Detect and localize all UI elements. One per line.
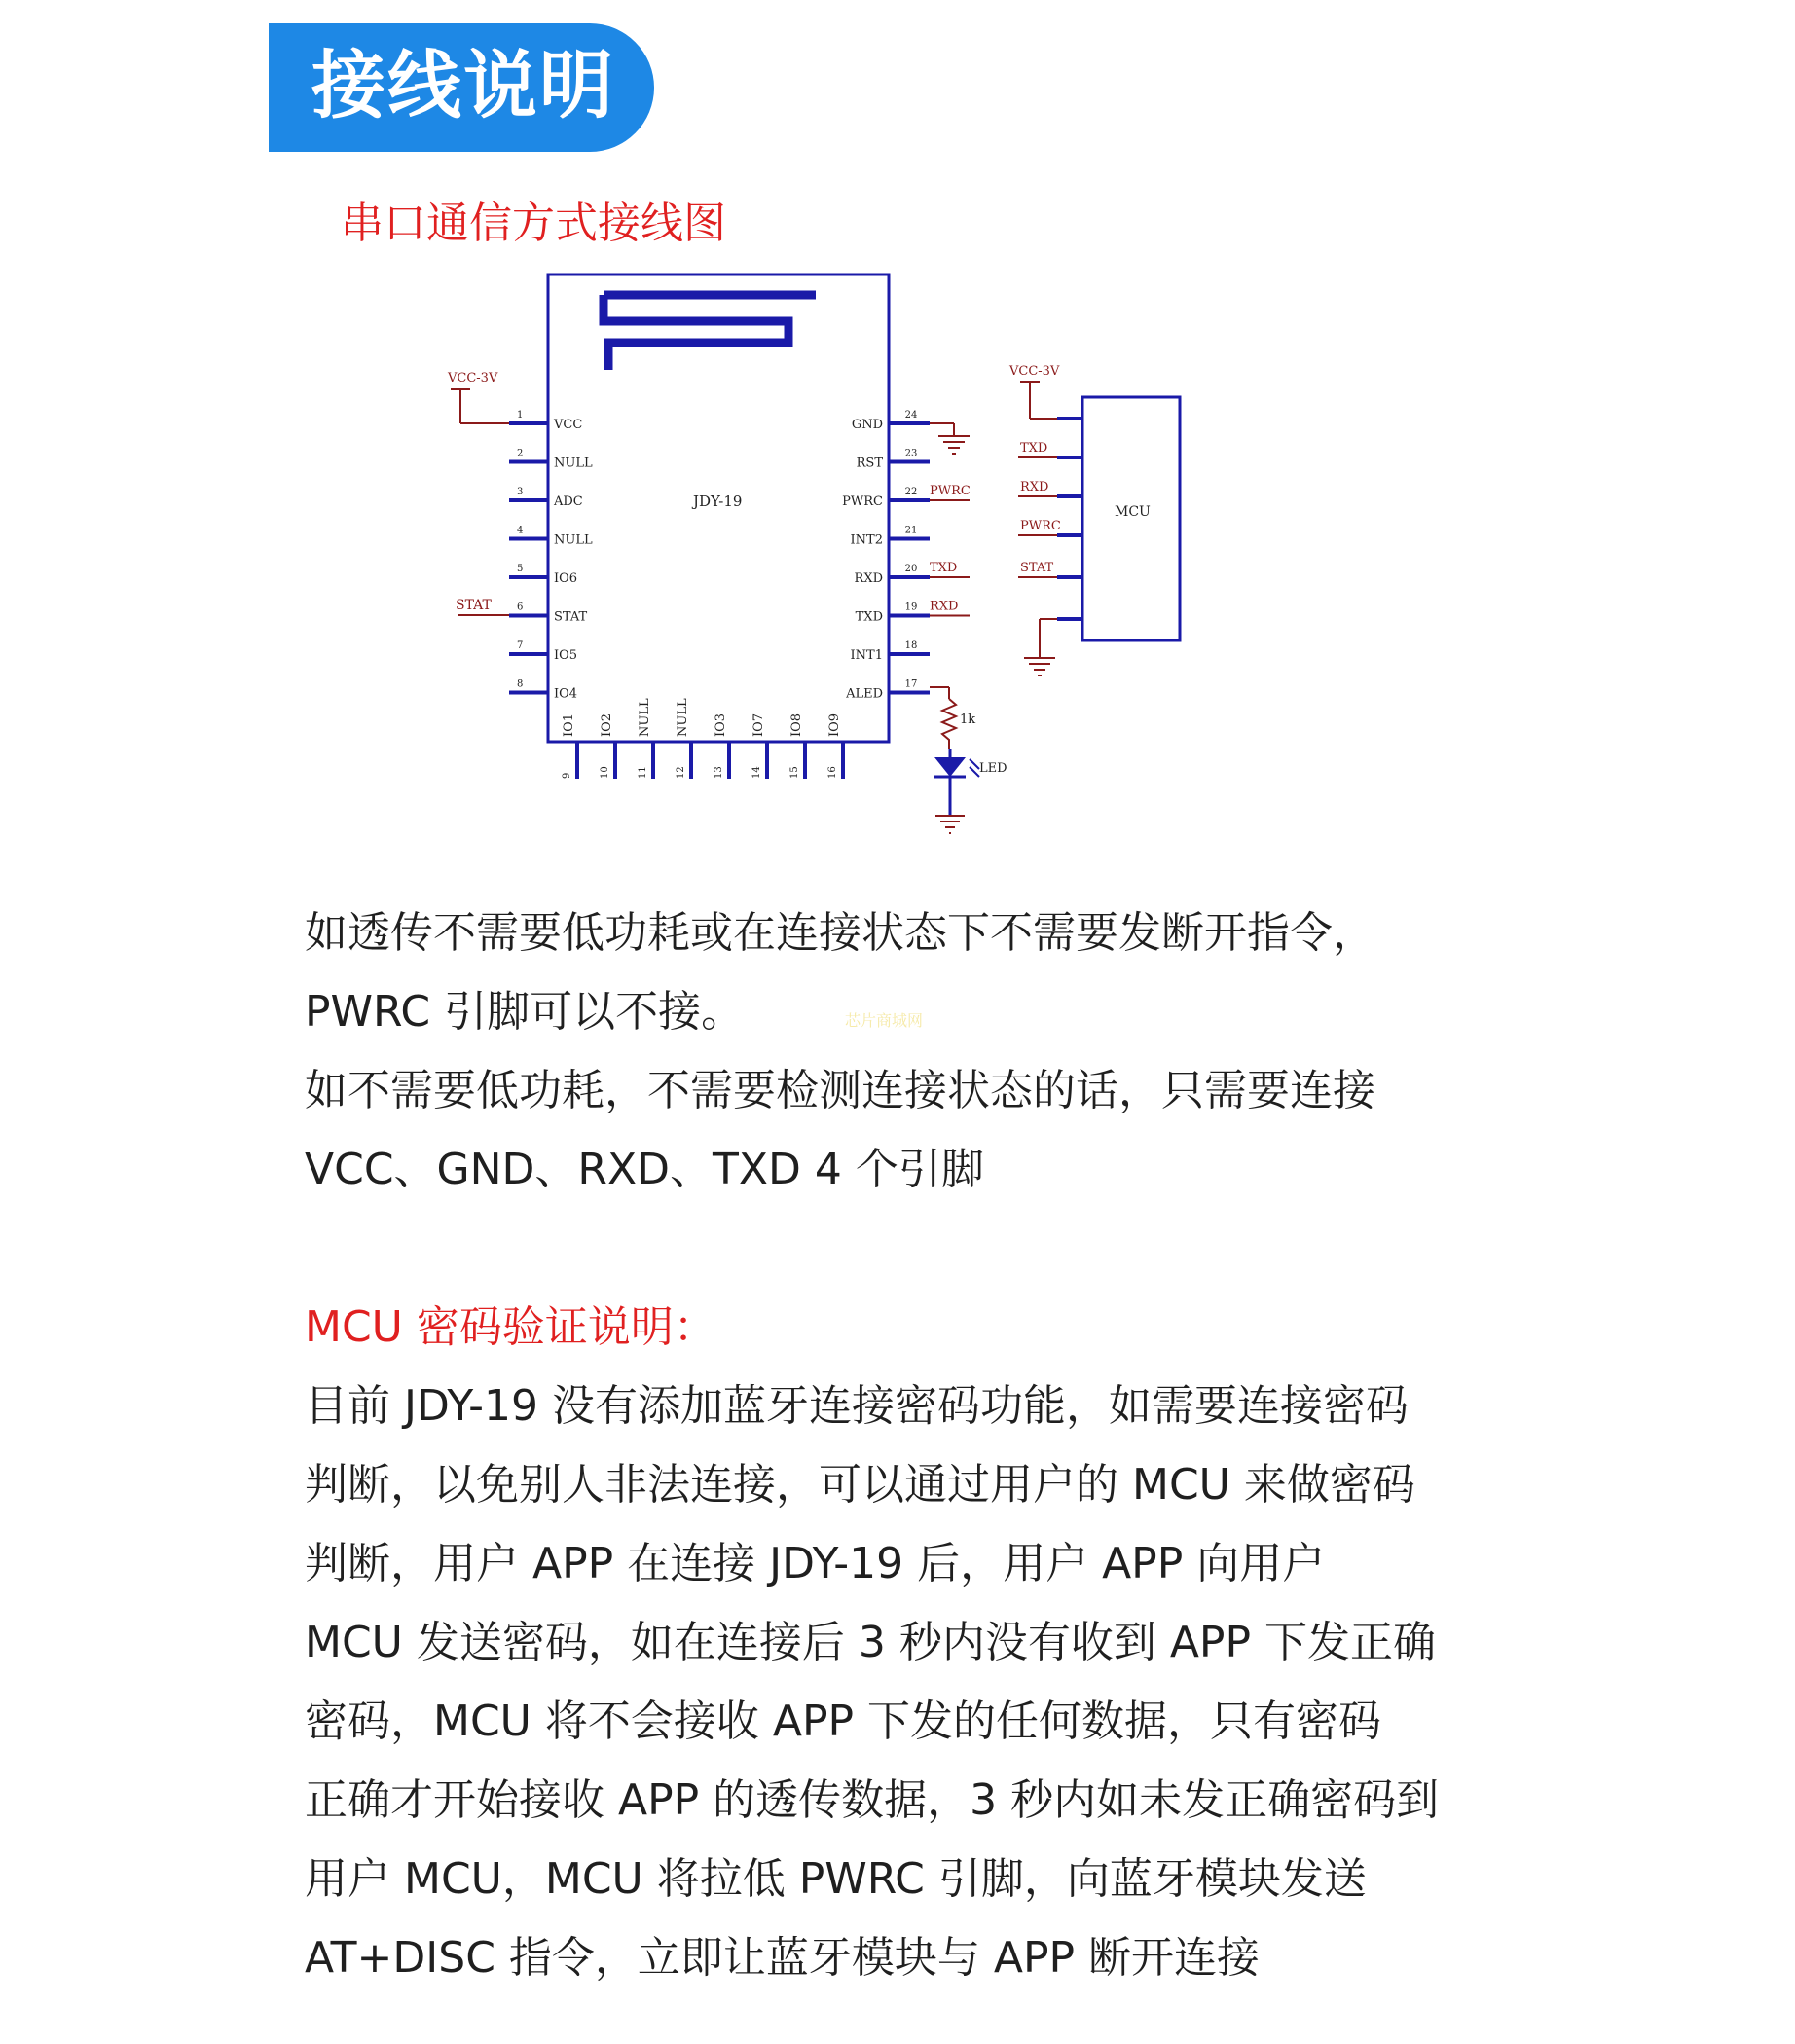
left-pin-name: NULL [554, 456, 593, 471]
right-pin-number: 20 [904, 564, 918, 574]
right-pin-name: INT1 [850, 648, 883, 663]
right-pin-number: 17 [904, 678, 918, 690]
left-pin-name: VCC [554, 418, 583, 432]
right-pin-group [842, 410, 971, 702]
left-pin-number: 7 [517, 640, 524, 651]
mcu-label: MCU [1115, 504, 1151, 520]
paragraph-line: 判断，用户 APP 在连接 JDY-19 后，用户 APP 向用户 [305, 1539, 1326, 1588]
right-pin-name: RXD [854, 571, 883, 586]
stat-net-left [456, 598, 509, 615]
paragraph-minimal-pins [305, 1051, 1375, 1209]
right-pin-name: GND [851, 418, 883, 432]
mcu-password-title: MCU 密码验证说明： [305, 1302, 716, 1352]
bottom-pin-number: 9 [562, 772, 572, 779]
resistor-1k [942, 699, 956, 749]
net-label: PWRC [930, 484, 971, 498]
left-pin-name: ADC [554, 494, 583, 509]
right-pin-name: PWRC [842, 494, 883, 509]
bottom-pin-number: 10 [600, 766, 610, 779]
bottom-pin-number: 14 [751, 766, 762, 779]
mcu-net-label: TXD [1020, 441, 1048, 456]
paragraph-line: VCC、GND、RXD、TXD 4 个引脚 [305, 1145, 984, 1194]
bottom-pin-name: IO2 [600, 712, 614, 737]
led-circuit [930, 687, 1007, 833]
paragraph-line: 密码，MCU 将不会接收 APP 下发的任何数据，只有密码 [305, 1697, 1382, 1746]
header-banner [269, 23, 654, 152]
ground-symbol-module [930, 423, 970, 454]
bottom-pin-name: IO7 [751, 712, 766, 737]
bottom-pin-number: 11 [638, 766, 648, 779]
vcc-label-left: VCC-3V [448, 371, 498, 385]
bottom-pin-name: IO3 [714, 712, 728, 737]
left-pin-name: STAT [554, 609, 588, 625]
mcu-net-label: STAT [1020, 561, 1054, 575]
right-pin-number: 23 [904, 448, 918, 459]
bottom-pin-number: 15 [789, 766, 800, 779]
bottom-pin-name: NULL [638, 698, 652, 737]
net-label: TXD [930, 561, 958, 575]
bottom-pin-name: IO9 [827, 712, 842, 737]
bottom-pin-name: IO1 [562, 712, 576, 737]
bottom-pin-number: 16 [827, 766, 838, 779]
wiring-subtitle: 串口通信方式接线图 [341, 199, 726, 248]
right-pin-number: 21 [904, 525, 918, 536]
wiring-schematic [428, 263, 1227, 886]
left-pin-name: IO4 [554, 686, 578, 702]
mcu-pin-group [1018, 441, 1082, 577]
paragraph-pwrc-note [305, 894, 1375, 1051]
left-pin-name: IO5 [554, 648, 578, 663]
right-pin-number: 22 [904, 487, 918, 497]
right-pin-name: RST [856, 456, 883, 471]
header-title: 接线说明 [311, 42, 615, 128]
module-name-label: JDY-19 [693, 493, 743, 510]
paragraph-mcu-password [305, 1367, 1439, 1997]
paragraph-line: 正确才开始接收 APP 的透传数据，3 秒内如未发正确密码到 [305, 1775, 1440, 1825]
bottom-pin-name: IO8 [789, 712, 804, 737]
paragraph-line: 目前 JDY-19 没有添加蓝牙连接密码功能，如需要连接密码 [305, 1381, 1409, 1431]
paragraph-line: 判断，以免别人非法连接，可以通过用户的 MCU 来做密码 [305, 1460, 1415, 1510]
left-pin-number: 4 [517, 525, 524, 536]
bottom-pin-number: 13 [714, 766, 724, 779]
paragraph-line: AT+DISC 指令，立即让蓝牙模块与 APP 断开连接 [305, 1933, 1261, 1983]
net-label: RXD [930, 599, 959, 614]
mcu-net-label: PWRC [1020, 519, 1061, 533]
left-pin-number: 6 [517, 602, 524, 613]
paragraph-line: MCU 发送密码，如在连接后 3 秒内没有收到 APP 下发正确 [305, 1618, 1436, 1667]
paragraph-line: PWRC 引脚可以不接。 [305, 987, 745, 1037]
right-pin-name: ALED [846, 686, 883, 702]
mcu-net-label: RXD [1020, 480, 1049, 494]
bottom-pin-number: 12 [676, 766, 686, 779]
resistor-label: 1k [960, 712, 976, 727]
left-pin-number: 1 [517, 410, 524, 420]
left-pin-number: 8 [517, 678, 524, 690]
paragraph-line: 如透传不需要低功耗或在连接状态下不需要发断开指令， [305, 908, 1375, 958]
right-pin-number: 18 [904, 640, 918, 651]
left-pin-name: IO6 [554, 571, 578, 586]
antenna-trace [604, 295, 816, 370]
left-pin-number: 2 [517, 448, 524, 459]
left-pin-number: 5 [517, 564, 524, 574]
vcc-label-mcu: VCC-3V [1009, 364, 1060, 379]
right-pin-name: TXD [855, 609, 883, 625]
right-pin-number: 19 [904, 602, 918, 613]
watermark-text: 芯片商城网 [845, 1011, 924, 1030]
bottom-pin-group [562, 698, 843, 779]
left-pin-name: NULL [554, 532, 593, 548]
paragraph-line: 用户 MCU，MCU 将拉低 PWRC 引脚，向蓝牙模块发送 [305, 1854, 1367, 1904]
paragraph-line: 如不需要低功耗，不需要检测连接状态的话，只需要连接 [305, 1066, 1375, 1115]
vcc-supply-left [447, 371, 509, 423]
right-pin-name: INT2 [850, 532, 883, 548]
left-pin-number: 3 [517, 487, 524, 497]
led-label: LED [979, 761, 1007, 776]
stat-net-label-left: STAT [456, 598, 492, 613]
left-pin-group [509, 410, 593, 702]
bottom-pin-name: NULL [676, 698, 690, 737]
led-diode [934, 757, 966, 777]
right-pin-number: 24 [904, 410, 918, 420]
